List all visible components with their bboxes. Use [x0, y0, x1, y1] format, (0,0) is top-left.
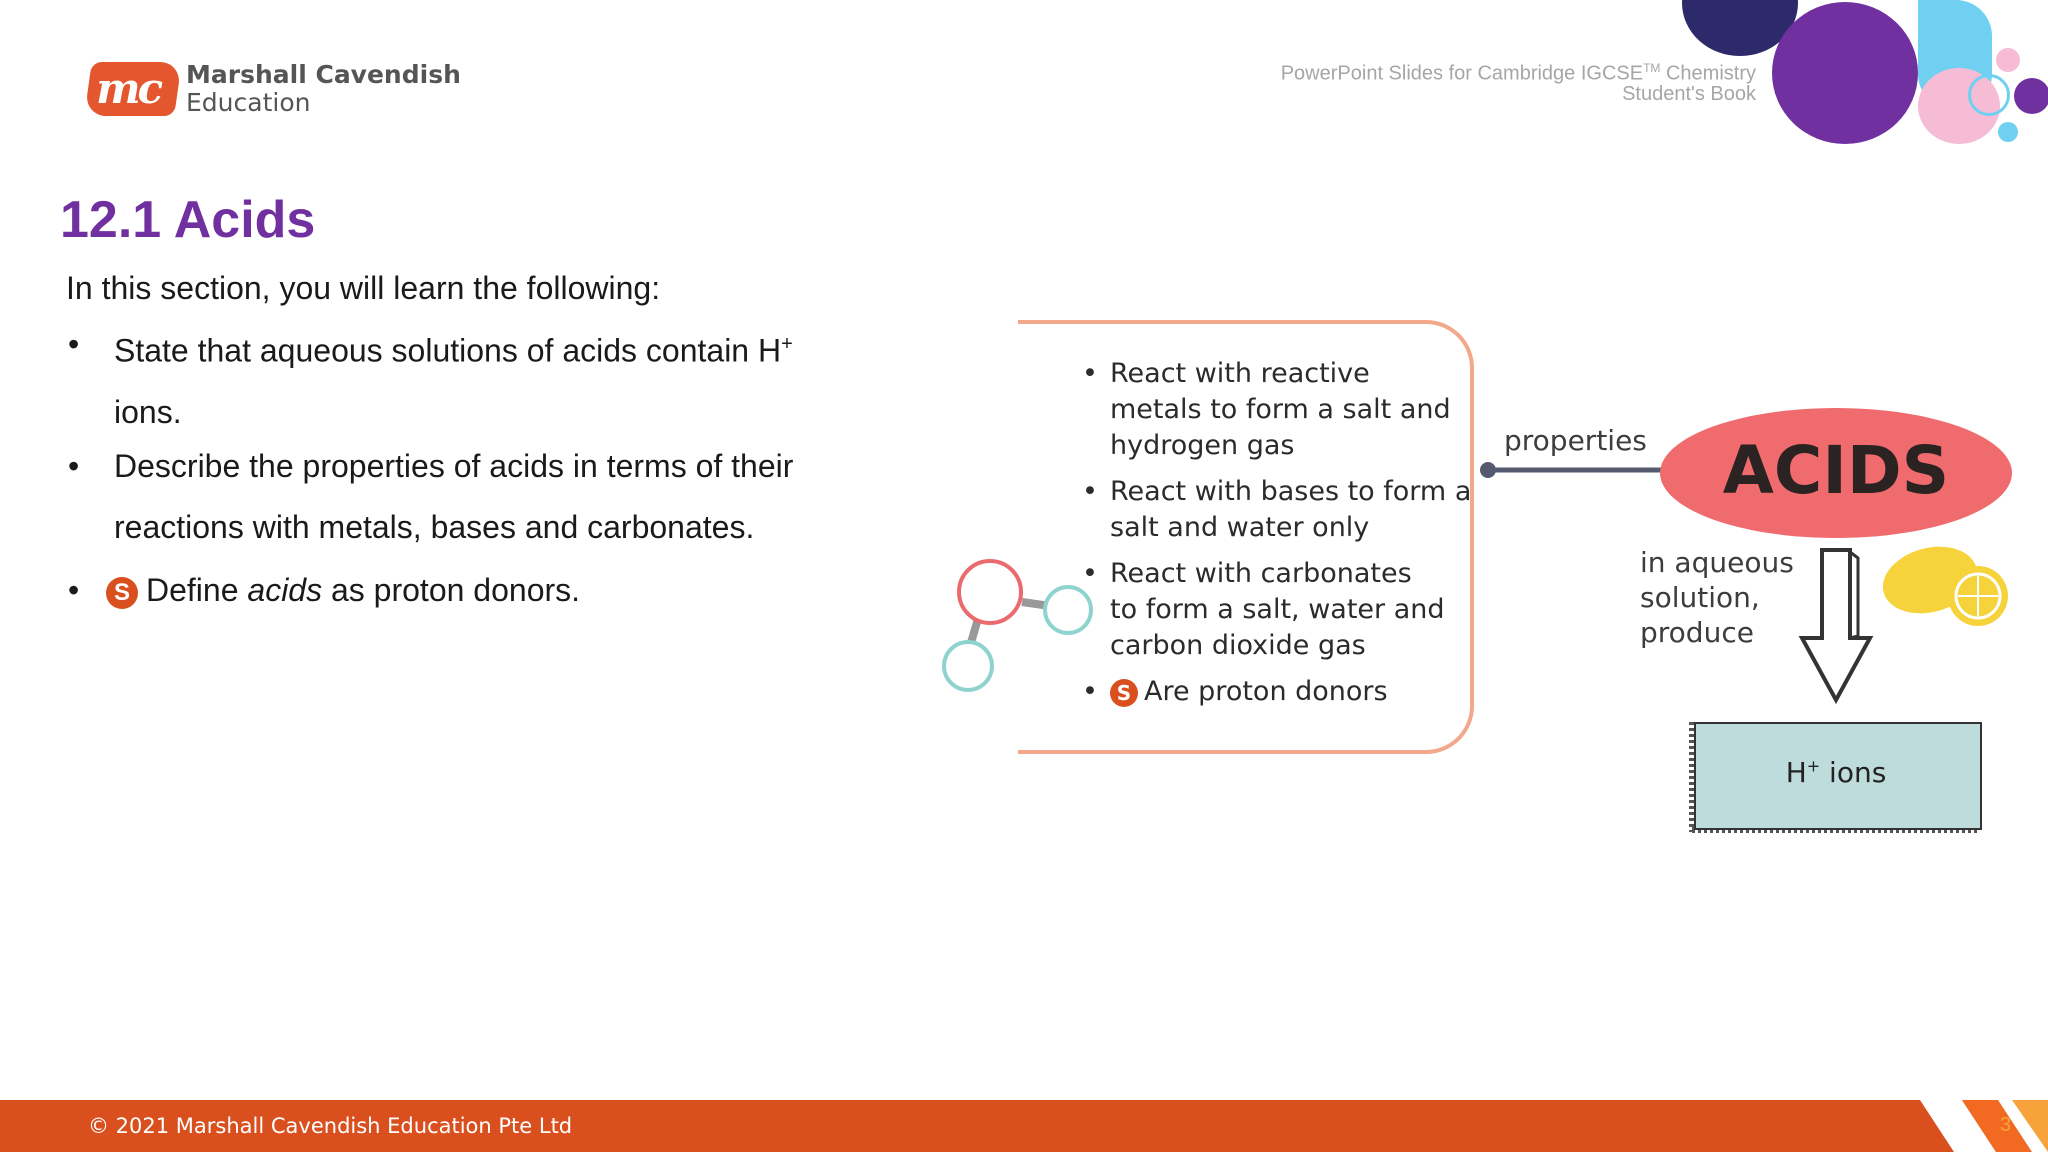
- s-syllabus-badge-icon: S: [106, 577, 138, 609]
- bullet-dot: •: [68, 448, 80, 484]
- properties-connector: [1480, 462, 1664, 478]
- molecule-icon: [944, 561, 1091, 690]
- bullet-dot: •: [68, 326, 80, 362]
- bullet-dot: •: [68, 572, 80, 608]
- down-arrow-icon: [1802, 550, 1870, 700]
- logo-name-line1: Marshall Cavendish: [186, 60, 461, 89]
- objective-3: • S Define acids as proton donors.: [114, 560, 580, 621]
- section-intro: In this section, you will learn the following:: [66, 270, 661, 306]
- property-2: • React with bases to form a salt and water only: [1082, 476, 1472, 543]
- aqueous-label: in aqueous solution, produce: [1640, 546, 1794, 649]
- properties-label: properties: [1504, 424, 1647, 457]
- property-1: • React with reactive metals to form a salt and hydrogen gas: [1082, 358, 1451, 461]
- property-3: • React with carbonates to form a salt, water and carbon dioxide gas: [1082, 558, 1445, 661]
- header-line2: Student's Book: [1622, 82, 1756, 105]
- section-title: 12.1 Acids: [60, 191, 316, 249]
- lemon-icon: [1875, 537, 2008, 626]
- s-syllabus-badge-icon: S: [1110, 679, 1138, 707]
- copyright-text: © 2021 Marshall Cavendish Education Pte Ltd: [88, 1114, 573, 1138]
- property-4: • S Are proton donors: [1082, 676, 1388, 707]
- page-number: 3: [2000, 1114, 2012, 1136]
- objective-2: • Describe the properties of acids in terms of their reactions with metals, bases and carbonates.: [114, 436, 793, 558]
- mc-logo-mark: mc: [84, 62, 182, 116]
- h-ions-label: H+ ions: [1785, 756, 1887, 789]
- header-line1: PowerPoint Slides for Cambridge IGCSE™ Chemistry: [1280, 61, 1756, 85]
- footer-stripes: [1900, 1100, 2048, 1152]
- logo-name-line2: Education: [186, 88, 311, 117]
- objective-1: • State that aqueous solutions of acids contain H+ ions.: [114, 314, 793, 443]
- acids-label: ACIDS: [1722, 432, 1950, 509]
